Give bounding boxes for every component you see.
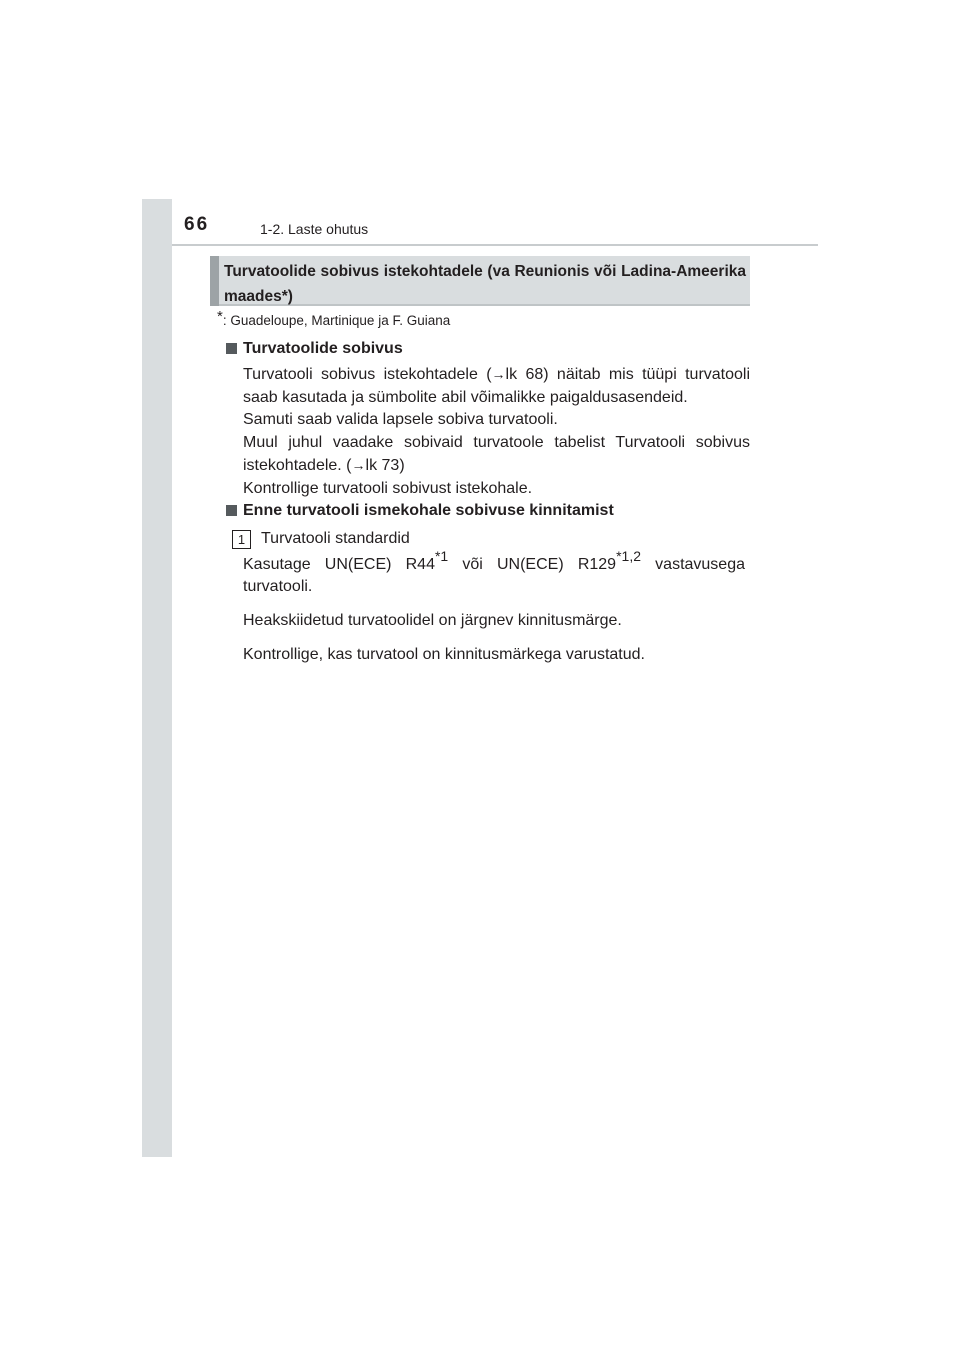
paragraph: Kontrollige, kas turvatool on kinnitusmärkega varustatud. [243, 646, 645, 663]
superscript-note: *1,2 [616, 548, 641, 564]
paragraph: Samuti saab valida lapsele sobiva turvatooli. [243, 411, 558, 428]
paragraph: Heakskiidetud turvatoolidel on järgnev kinnitusmärge. [243, 612, 622, 629]
arrow-right-icon: → [351, 457, 366, 473]
footnote [217, 308, 451, 329]
paragraph: Kontrollige turvatooli sobivust istekohale. [243, 479, 533, 497]
section-seat-compatibility [222, 338, 750, 500]
page-number: 66 [184, 214, 210, 235]
text-run: ) [399, 457, 405, 474]
title-text: Turvatoolide sobivus istekohtadele (va Reunionis või Ladina-Ameerika maades*) [224, 263, 746, 305]
section-heading [222, 500, 750, 522]
side-strip [142, 199, 172, 1157]
page-reference-link[interactable]: lk 68 [505, 366, 544, 383]
section-body [243, 363, 750, 500]
footnote-text: : Guadeloupe, Martinique ja F. Guiana [222, 313, 451, 328]
footnote-marker: * [217, 308, 223, 325]
title-accent-bar [210, 256, 219, 306]
text-run: ) näitab mis tüüpi turvatooli saab kasutada ja sümbolite abil võimalikke paigaldusasendeid. [243, 366, 751, 406]
paragraph [243, 548, 746, 576]
section-heading [222, 338, 750, 360]
page-reference-link[interactable]: lk 73 [365, 457, 400, 474]
square-bullet-icon [226, 505, 237, 516]
step-title: Turvatooli standardid [261, 530, 410, 547]
step-number-badge: 1 [232, 530, 251, 549]
square-bullet-icon [226, 343, 237, 354]
step-body [243, 548, 746, 666]
paragraph [243, 432, 750, 478]
text-run: Muul juhul vaadake sobivaid turvatoole tabelist Turvatooli sobivus istekohtadele. ( [243, 433, 750, 474]
arrow-right-icon: → [491, 366, 506, 382]
section-before-confirming [222, 500, 750, 522]
text-run: vastavusega [641, 556, 746, 573]
text-run: Turvatooli sobivus istekohtadele ( [243, 366, 492, 383]
text-run: Kasutage UN(ECE) R44 [243, 556, 435, 573]
section-heading-text: Enne turvatooli ismekohale sobivuse kinnitamist [243, 502, 614, 519]
paragraph: turvatooli. [243, 578, 313, 595]
section-heading-text: Turvatoolide sobivus [243, 340, 403, 357]
header-rule [172, 244, 818, 246]
title-box [210, 256, 750, 306]
section-running-head: 1-2. Laste ohutus [260, 221, 369, 237]
paragraph [243, 363, 750, 409]
superscript-note: *1 [434, 548, 449, 564]
text-run: või UN(ECE) R129 [448, 556, 617, 573]
